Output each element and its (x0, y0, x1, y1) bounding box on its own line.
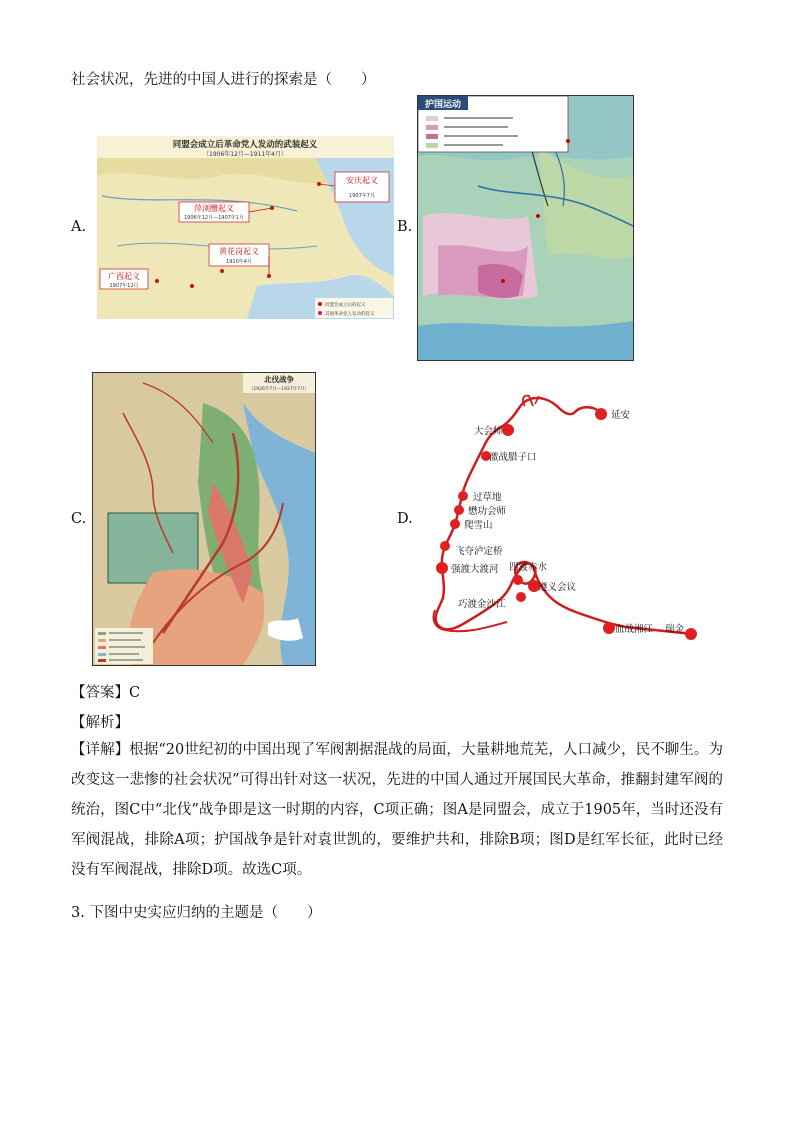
option-a-label[interactable]: A. (71, 219, 87, 235)
place-lazikou: 激战腊子口 (489, 452, 537, 463)
question-text: 社会状况，先进的中国人进行的探索是（ ） (71, 72, 376, 88)
place-zunyi: 遵义会议 (538, 582, 577, 593)
map-a-legend-2: 其他革命党人发动的起义 (325, 312, 375, 317)
next-question: 3. 下图中史实应归纳的主题是（ ） (71, 905, 322, 921)
map-a-anqing-date: 1907年7月 (349, 193, 375, 199)
place-luding-bridge: 飞夺泸定桥 (455, 546, 503, 557)
place-chishui: 四渡赤水 (509, 562, 548, 573)
map-c-title: 北伐战争 (264, 375, 294, 384)
map-d-long-march (425, 392, 705, 644)
map-c-northern-expedition (92, 372, 316, 666)
detail-paragraph (71, 735, 723, 885)
map-c-subtitle: （1926年7月—1927年7月） (248, 387, 310, 392)
detail-text: 根据“20世纪初的中国出现了军阀割据混战的局面，大量耕地荒芜，人口减少，民不聊生。为改变这一悲惨的社会状况”可得出针对这一状况，先进的中国人通过开展国民大革命，推翻封建军阀的统治，图C中“北伐”战争即是这一时期的内容，C项正确；图A是同盟会，成立于1905年，当时还没有军阀混战，排除A项；护国战争是针对袁世凯的，要维护共和，排除B项；图D是红军长征，此时已经没有军阀混战，排除D项。故选C项。 (71, 742, 723, 878)
place-yanan: 延安 (611, 410, 631, 421)
answer-value: C (129, 685, 141, 701)
map-a-pingliuli-label: 萍浏醴起义 (194, 204, 234, 213)
map-b-national-protection-war (417, 95, 634, 361)
analysis-label: 【解析】 (71, 715, 129, 731)
place-xiang-river: 血战湘江 (615, 624, 654, 635)
place-snow-mountain: 爬雪山 (464, 520, 493, 531)
map-a-huanghuagang-label: 黄花岗起义 (219, 247, 259, 256)
map-b-title: 护国运动 (424, 100, 462, 110)
place-grassland: 过草地 (473, 492, 502, 503)
detail-label: 【详解】 (71, 742, 130, 758)
place-maogong: 懋功会师 (468, 506, 507, 517)
map-a-tongmenghui-uprisings (97, 136, 394, 319)
map-a-subtitle: （1906年12月—1911年4月） (203, 151, 287, 158)
map-a-title: 同盟会成立后革命党人发动的武装起义 (172, 140, 318, 150)
place-grand-meeting: 大会师 (474, 426, 503, 437)
answer-line (71, 681, 140, 702)
map-a-legend-1: 同盟会成立后的起义 (325, 303, 366, 308)
option-b-label[interactable]: B. (397, 219, 413, 235)
map-a-pingliuli-date: 1906年12月—1907年1月 (184, 215, 244, 221)
map-a-huanghuagang-date: 1910年4月 (226, 259, 252, 265)
option-c-label[interactable]: C. (71, 511, 87, 527)
place-dadu-river: 强渡大渡河 (451, 564, 499, 575)
option-d-label[interactable]: D. (397, 511, 413, 527)
place-ruijin: 瑞金 (665, 624, 685, 635)
place-jinsha-river: 巧渡金沙江 (458, 599, 506, 610)
map-a-anqing-label: 安庆起义 (346, 176, 378, 185)
map-a-guangxi-date: 1907年12月 (109, 283, 139, 289)
map-a-guangxi-label: 广西起义 (108, 272, 140, 281)
answer-label: 【答案】 (71, 685, 129, 701)
